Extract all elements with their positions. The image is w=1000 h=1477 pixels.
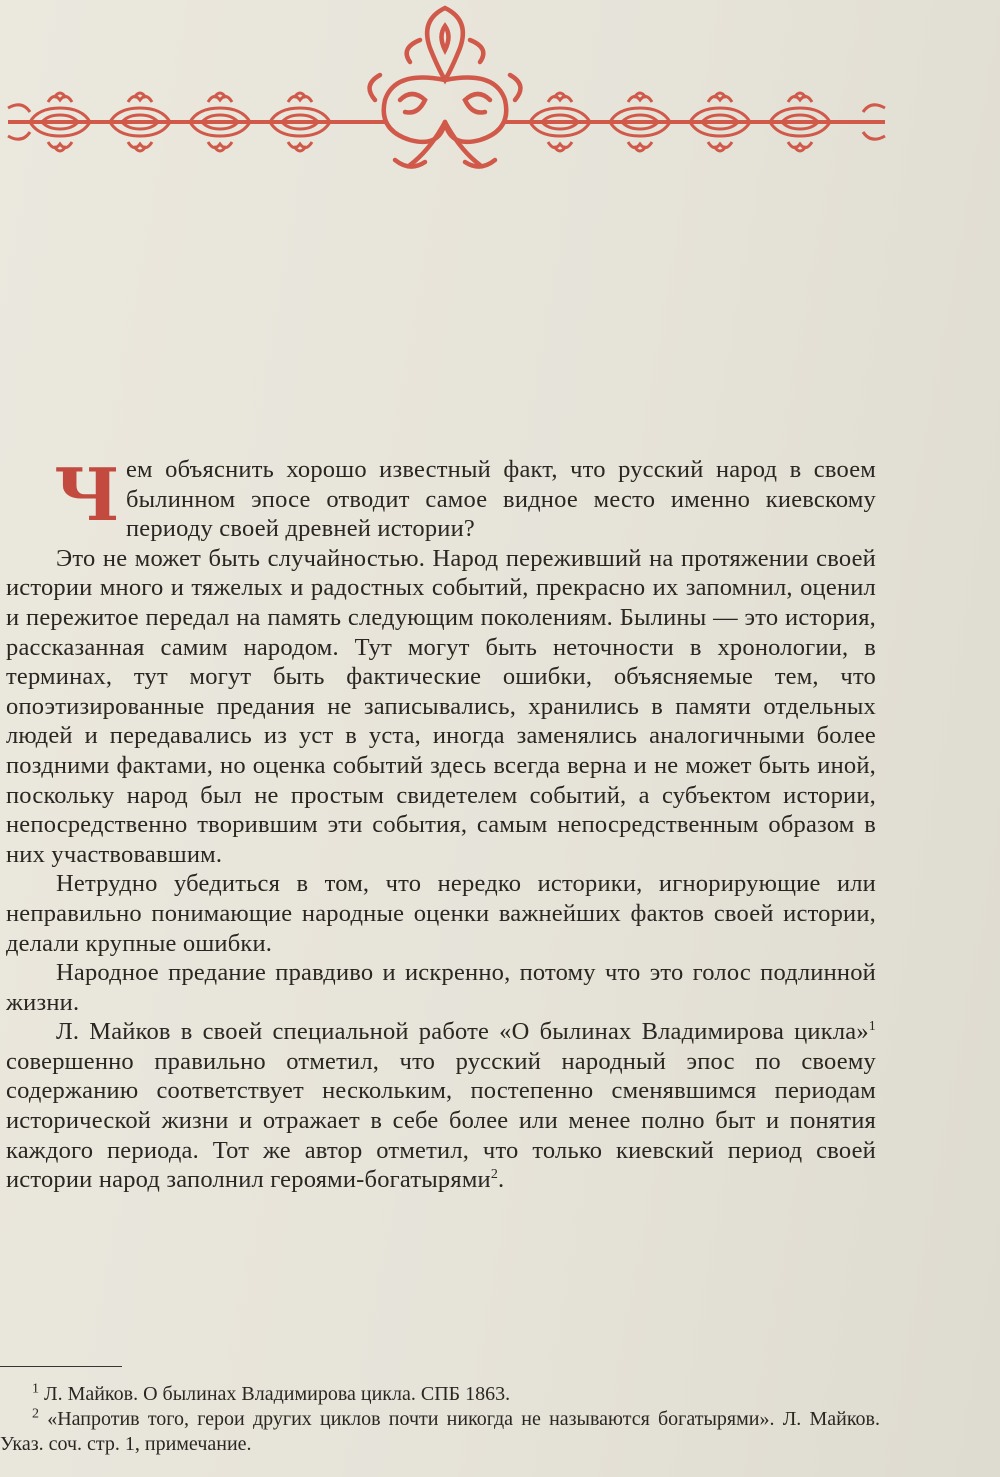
paragraph-text: совершенно правильно отметил, что русский народный эпос по своему содержанию соответствует нескольким, постепенно сменявшимся периодам исторической жизни и отражает в себе более или менее полно быт и понятия каждого периода. Тот же автор отметил, что только киевский период своей истории народ заполнил героями-богатырями	[6, 1047, 876, 1194]
footnote-text: Л. Майков. О былинах Владимирова цикла. СПБ 1863.	[39, 1383, 511, 1405]
paragraph: Нетрудно убедиться в том, что нередко историки, игнорирующие или неправильно понимающие народные оценки важнейших фактов своей истории, делали крупные ошибки.	[6, 870, 876, 957]
footnote-text: «Напротив того, герои других циклов почти никогда не называются богатырями». Л. Майков. Указ. соч. стр. 1, примечание.	[0, 1408, 880, 1455]
article-body	[6, 452, 876, 1195]
drop-cap: Ч	[54, 452, 120, 537]
footnote-ref: 1	[868, 1019, 876, 1035]
footnote-divider	[0, 1366, 122, 1367]
footnotes	[0, 1382, 880, 1457]
maikov-paragraph	[6, 1017, 876, 1195]
paragraph-text: .	[498, 1166, 505, 1194]
footnote	[0, 1407, 880, 1457]
floral-headpiece-icon	[0, 0, 900, 180]
paragraph-text: Л. Майков в своей специальной работе «О былинах Владимирова цикла»	[56, 1018, 869, 1046]
paragraph: Народное предание правдиво и искренно, потому что это голос подлинной жизни.	[6, 959, 876, 1016]
paragraph: Это не может быть случайностью. Народ переживший на протяжении своей истории много и тяжелых и радостных событий, прекрасно их запомнил, оценил и пережитое передал на память следующим поколениям. Былины — это история, рассказанная самим народом. Тут могут быть неточности в хронологии, в терминах, тут могут быть фактические ошибки, объясняемые тем, что опоэтизированные предания не записывались, хранились в памяти отдельных людей и передавались из уст в уста, иногда заменялись аналогичными более поздними фактами, но оценка событий здесь всегда верна и не может быть иной, поскольку народ был не простым свидетелем событий, а субъектом истории, непосредственно творившим эти события, самым непосредственным образом в них участвовавшим.	[6, 544, 876, 868]
footnote	[0, 1382, 880, 1407]
paragraph-text: ем объяснить хорошо известный факт, что русский народ в своем былинном эпосе отводит самое видное место именно киевскому периоду своей древней истории?	[125, 456, 876, 543]
footnote-mark: 1	[32, 1381, 39, 1397]
opening-paragraph	[6, 452, 876, 544]
footnote-ref: 2	[490, 1167, 499, 1183]
footnote-mark: 2	[32, 1406, 39, 1422]
